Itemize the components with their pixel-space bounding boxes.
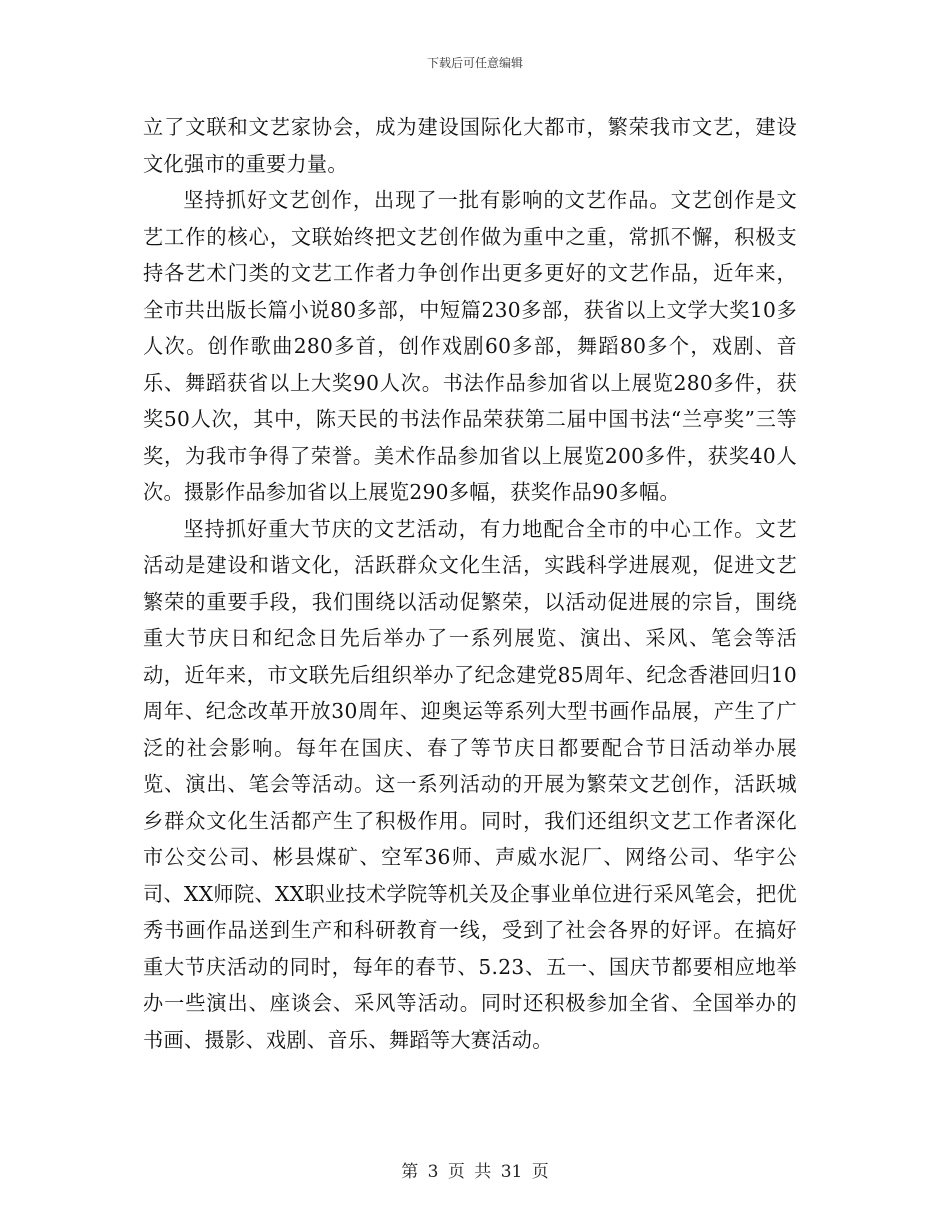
paragraph-2: 坚持抓好文艺创作，出现了一批有影响的文艺作品。文艺创作是文艺工作的核心，文联始终把文艺创作做为重中之重，常抓不懈，积极支持各艺术门类的文艺工作者力争创作出更多更好的文艺作品，近年来，全市共出版长篇小说80多部，中短篇230多部，获省以上文学大奖10多人次。创作歌曲280多首，创作戏剧60多部，舞蹈80多个，戏剧、音乐、舞蹈获省以上大奖90人次。书法作品参加省以上展览280多件，获奖50人次，其中，陈天民的书法作品荣获第二届中国书法“兰亭奖”三等奖，为我市争得了荣誉。美术作品参加省以上展览200多件，获奖40人次。摄影作品参加省以上展览290多幅，获奖作品90多幅。	[143, 188, 797, 504]
page-header-note: 下载后可任意编辑	[426, 56, 523, 70]
paragraph-3: 坚持抓好重大节庆的文艺活动，有力地配合全市的中心工作。文艺活动是建设和谐文化，活跃群众文化生活，实践科学进展观，促进文艺繁荣的重要手段，我们围绕以活动促繁荣，以活动促进展的宗旨，围绕重大节庆日和纪念日先后举办了一系列展览、演出、采风、笔会等活动，近年来，市文联先后组织举办了纪念建党85周年、纪念香港回归10周年、纪念改革开放30周年、迎奥运等系列大型书画作品展，产生了广泛的社会影响。每年在国庆、春了等节庆日都要配合节日活动举办展览、演出、笔会等活动。这一系列活动的开展为繁荣文艺创作，活跃城乡群众文化生活都产生了积极作用。同时，我们还组织文艺工作者深化市公交公司、彬县煤矿、空军36师、声威水泥厂、网络公司、华宇公司、XX师院、XX职业技术学院等机关及企事业单位进行采风笔会，把优秀书画作品送到生产和科研教育一线，受到了社会各界的好评。在搞好重大节庆活动的同时，每年的春节、5.23、五一、国庆节都要相应地举办一些演出、座谈会、采风等活动。同时还积极参加全省、全国举办的书画、摄影、戏剧、音乐、舞蹈等大赛活动。	[143, 516, 797, 1052]
page-number-footer: 第 3 页 共 31 页	[401, 1162, 549, 1182]
document-body	[143, 109, 797, 1058]
paragraph-1: 立了文联和文艺家协会，成为建设国际化大都市，繁荣我市文艺，建设文化强市的重要力量。	[143, 115, 797, 176]
